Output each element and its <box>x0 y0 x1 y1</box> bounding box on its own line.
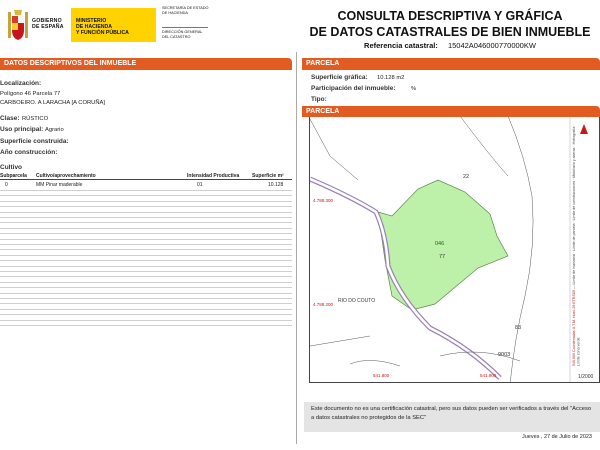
legend-1: Limite de manzana <box>572 254 576 285</box>
col-subparcela: Subparcela <box>0 173 27 179</box>
empty-row-line <box>0 212 292 213</box>
coat-of-arms-icon <box>6 8 30 44</box>
legend-3: Limite de construcciones <box>572 180 576 221</box>
document-date: Jueves , 27 de Julio de 2023 <box>521 434 592 440</box>
coord-x2: 541.900 <box>480 373 497 378</box>
empty-row-line <box>0 249 292 250</box>
map-legend: 540.000 Coordenadas U.T.M. Huso 29 ETRS89 — Limite de manzana · Limite de parcela · Limite de construcciones · Mobiliario y aceras · Hidrografía · Límite zona verde <box>572 124 581 366</box>
localizacion-line2: CARBOEIRO. A LARACHA [A CORUÑA] <box>0 100 106 106</box>
empty-row-line <box>0 206 292 207</box>
empty-row-line <box>0 287 292 288</box>
empty-row-line <box>0 271 292 272</box>
empty-row-line <box>0 260 292 261</box>
empty-row-line <box>0 298 292 299</box>
parcel-map[interactable] <box>309 115 600 383</box>
empty-row-line <box>0 239 292 240</box>
neighbour-22: 22 <box>463 174 470 180</box>
empty-row-line <box>0 217 292 218</box>
section-header-parcela: PARCELA <box>302 58 600 70</box>
neighbour-9003: 9003 <box>498 352 511 358</box>
localizacion-line1: Polígono 46 Parcela 77 <box>0 91 61 97</box>
anio-construccion-label: Año construcción: <box>0 149 58 156</box>
coord-y1: 4.788.300 <box>313 198 334 203</box>
secretaria-block: SECRETARÍA DE ESTADO DE HACIENDA DIRECCIÓN GENERAL DEL CATASTRO <box>162 6 209 39</box>
participacion-label: Participación del inmueble: <box>311 85 396 92</box>
cultivo-table-header <box>0 173 292 180</box>
clase-label: Clase: <box>0 115 20 122</box>
descriptive-panel <box>0 72 292 432</box>
sup-grafica-value: 10.128 m2 <box>377 75 405 81</box>
empty-row-line <box>0 303 292 304</box>
empty-row-line <box>0 266 292 267</box>
col-cultivo: Cultivo/aprovechamiento <box>36 173 96 179</box>
page-title: CONSULTA DESCRIPTIVA Y GRÁFICA DE DATOS CATASTRALES DE BIEN INMUEBLE <box>309 9 591 39</box>
map-drawing <box>310 116 600 383</box>
ref-value: 15042A046000770000KW <box>447 41 536 50</box>
empty-row-line <box>0 228 292 229</box>
empty-row-line <box>0 195 292 196</box>
empty-row-line <box>0 276 292 277</box>
map-scale: 1/2000 <box>578 374 594 380</box>
coord-y2: 4.788.200 <box>313 302 334 307</box>
legend-5: Hidrografía <box>572 126 576 145</box>
legend-4: Mobiliario y aceras <box>572 147 576 178</box>
cultivo-label: Cultivo <box>0 164 23 171</box>
gobierno-text: GOBIERNO DE ESPAÑA <box>32 18 64 30</box>
neighbour-83: 83 <box>515 325 522 331</box>
col-intensidad: Intensidad Productiva <box>187 173 240 179</box>
col-superficie: Superficie m² <box>252 173 284 179</box>
row-subparcela: 0 <box>5 182 8 188</box>
parcel-number: 77 <box>439 254 446 260</box>
localizacion-label: Localización: <box>0 80 42 87</box>
uso-label: Uso principal: <box>0 126 44 133</box>
tipo-label: Tipo: <box>311 96 327 103</box>
empty-row-line <box>0 244 292 245</box>
empty-row-line <box>0 282 292 283</box>
cadastral-reference <box>300 41 600 50</box>
map-title-bar: PARCELA <box>302 106 600 117</box>
superficie-construida-label: Superficie construida: <box>0 138 69 145</box>
disclaimer-notice: Este documento no es una certificación catastral, pero sus datos pueden ser verificados a través del "Acceso a datos catastrales no protegidos de la SEC" <box>304 402 600 432</box>
participacion-value: % <box>411 86 417 92</box>
row-superficie: 10.128 <box>268 182 284 188</box>
empty-row-line <box>0 309 292 310</box>
clase-value: RÚSTICO <box>22 116 49 122</box>
legend-coords: 540.000 Coordenadas U.T.M. Huso 29 ETRS89 <box>572 290 576 366</box>
section-header-descriptive: DATOS DESCRIPTIVOS DEL INMUEBLE <box>0 58 292 70</box>
empty-row-line <box>0 314 292 315</box>
column-divider <box>296 52 297 444</box>
empty-row-line <box>0 190 292 191</box>
sup-grafica-label: Superficie gráfica: <box>311 74 368 81</box>
ministry-badge: MINISTERIO DE HACIENDA Y FUNCIÓN PÚBLICA <box>71 8 156 42</box>
empty-row-line <box>0 201 292 202</box>
empty-row-line <box>0 320 292 321</box>
empty-row-line <box>0 293 292 294</box>
empty-row-line <box>0 325 292 326</box>
north-arrow-icon <box>580 124 588 134</box>
empty-row-line <box>0 222 292 223</box>
legend-6: Límite zona verde <box>576 337 581 366</box>
row-cultivo: MM Pinar maderable <box>36 182 83 188</box>
empty-row-line <box>0 255 292 256</box>
place-name: RIO DO COUTO <box>338 298 376 304</box>
row-intensidad: 01 <box>197 182 203 188</box>
uso-value: Agrario <box>45 127 64 133</box>
parcel-code: 046 <box>435 241 445 247</box>
ref-label: Referencia catastral: <box>364 41 438 50</box>
coord-x1: 541.800 <box>373 373 390 378</box>
legend-2: Limite de parcela <box>572 223 576 251</box>
empty-row-line <box>0 233 292 234</box>
